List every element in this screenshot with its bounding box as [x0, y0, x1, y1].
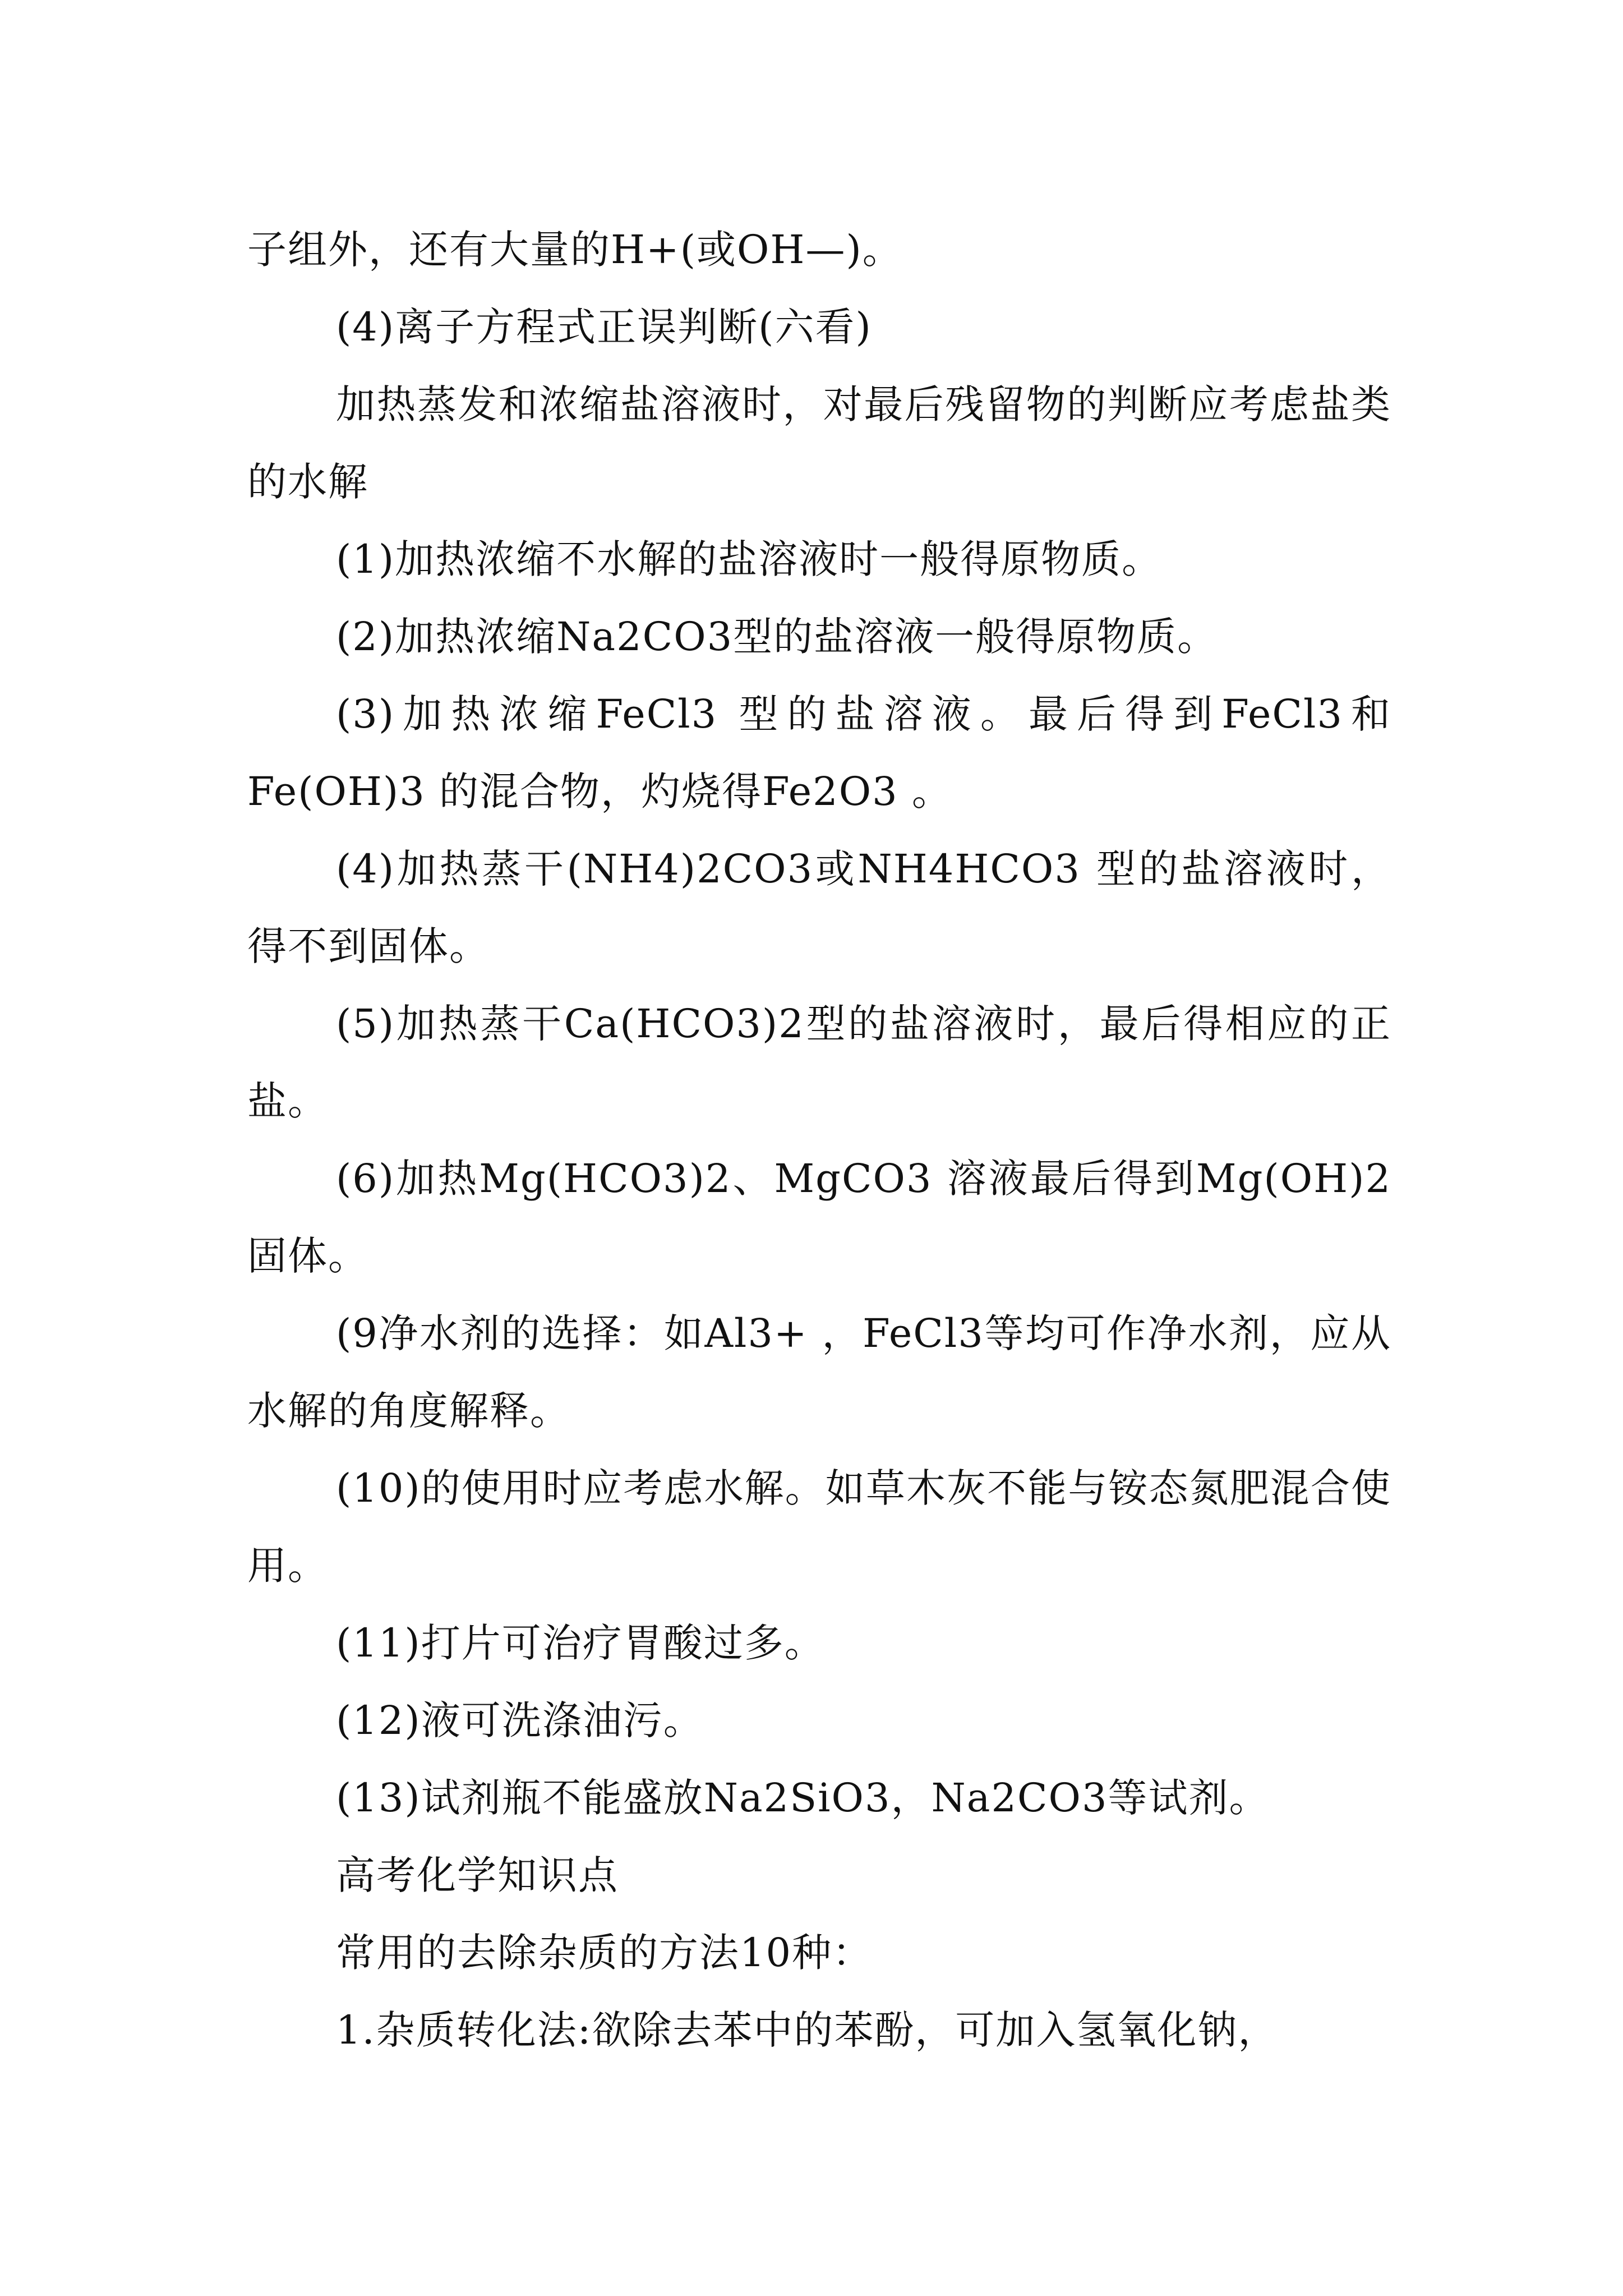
paragraph-2: (4)离子方程式正误判断(六看) [336, 304, 872, 350]
paragraph-12: (11)打片可治疗胃酸过多。 [336, 1620, 825, 1666]
section-heading: 高考化学知识点 [336, 1852, 619, 1898]
paragraph-9: (6)加热Mg(HCO3)2、MgCO3 溶液最后得到Mg(OH)2 固体。 [247, 1156, 1391, 1279]
paragraph-7: (4)加热蒸干(NH4)2CO3或NH4HCO3 型的盐溶液时，得不到固体。 [247, 846, 1391, 969]
paragraph-16: 常用的去除杂质的方法10种： [336, 1930, 873, 1976]
document-body [247, 211, 1391, 2069]
paragraph-10: (9净水剂的选择：如Al3+ ，FeCl3等均可作净水剂，应从水解的角度解释。 [247, 1310, 1391, 1434]
paragraph-13: (12)液可洗涤油污。 [336, 1697, 704, 1743]
paragraph-14: (13)试剂瓶不能盛放Na2SiO3，Na2CO3等试剂。 [336, 1775, 1270, 1821]
paragraph-3: 加热蒸发和浓缩盐溶液时，对最后残留物的判断应考虑盐类的水解 [247, 381, 1391, 505]
paragraph-11: (10)的使用时应考虑水解。如草木灰不能与铵态氮肥混合使用。 [247, 1465, 1391, 1589]
paragraph-17: 1.杂质转化法:欲除去苯中的苯酚，可加入氢氧化钠， [336, 2007, 1279, 2053]
paragraph-6: (3)加热浓缩FeCl3 型的盐溶液。最后得到FeCl3和Fe(OH)3 的混合物，灼烧得Fe2O3 。 [247, 691, 1391, 815]
paragraph-5: (2)加热浓缩Na2CO3型的盐溶液一般得原物质。 [336, 614, 1218, 660]
paragraph-4: (1)加热浓缩不水解的盐溶液时一般得原物质。 [336, 536, 1163, 582]
paragraph-8: (5)加热蒸干Ca(HCO3)2型的盐溶液时，最后得相应的正盐。 [247, 1001, 1391, 1124]
paragraph-1: 子组外，还有大量的H+(或OH—)。 [247, 227, 903, 273]
